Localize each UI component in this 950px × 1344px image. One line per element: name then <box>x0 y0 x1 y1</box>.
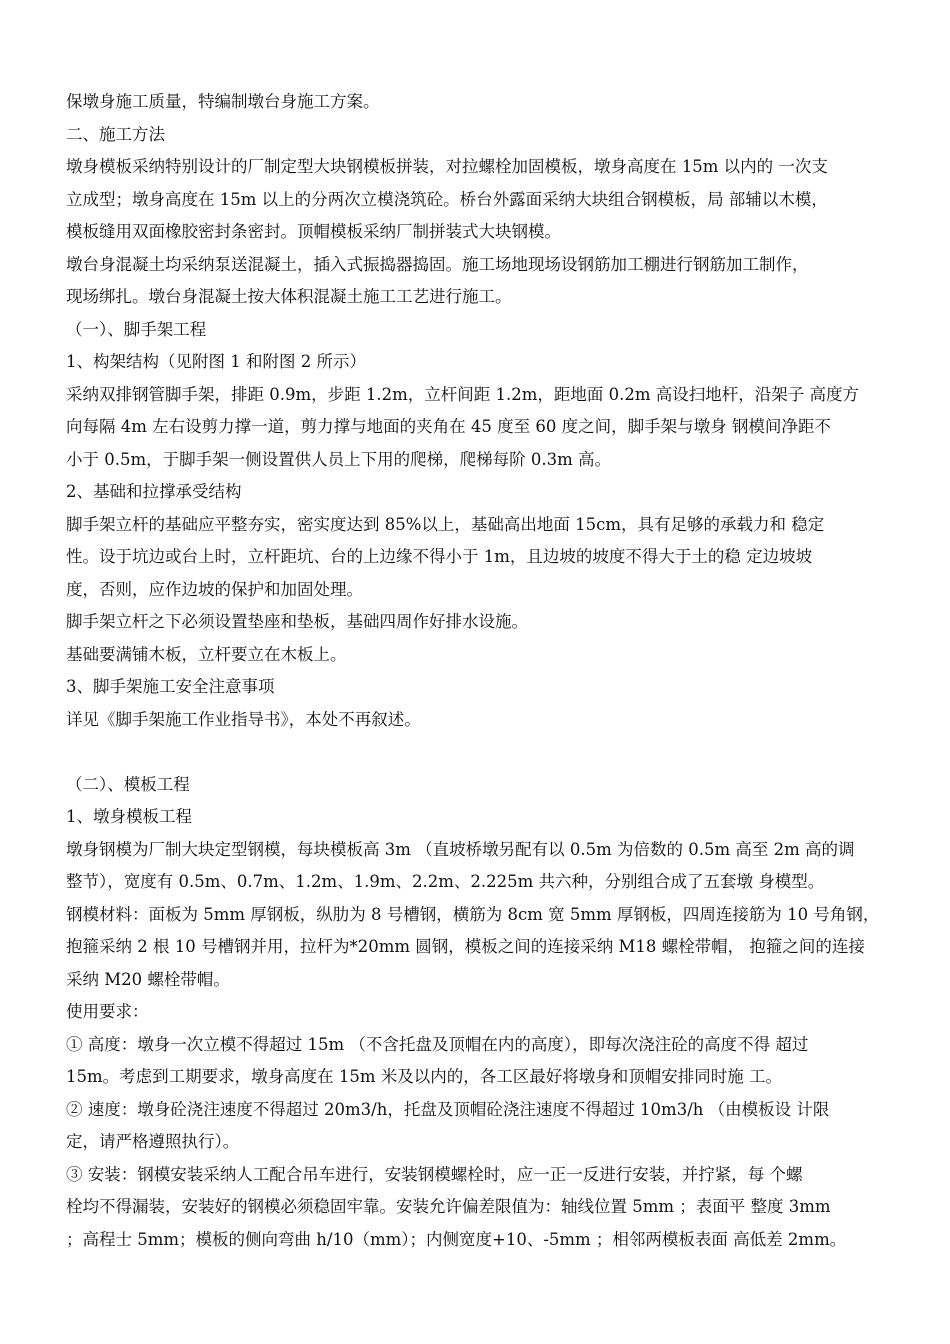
text-line: 详见《脚手架施工作业指导书》，本处不再叙述。 <box>66 709 421 729</box>
text-line: 使用要求： <box>66 1002 149 1021</box>
section-heading: 二、施工方法 <box>66 124 165 144</box>
text-line: ③ 安装：钢模安装采纳人工配合吊车进行，安装钢模螺栓时，应一正一反进行安装，并拧紧，每 个螺 <box>66 1164 803 1184</box>
text-line: 立成型；墩身高度在 15m 以上的分两次立模浇筑砼。桥台外露面采纳大块组合钢模板，局 部辅以木模， <box>66 189 828 209</box>
item-heading: 2、基础和拉撑承受结构 <box>66 482 242 501</box>
text-line: 基础要满铺木板，立杆要立在木板上。 <box>66 644 347 664</box>
text-line: 度，否则，应作边坡的保护和加固处理。 <box>66 579 363 599</box>
blank-line <box>66 736 898 769</box>
text-line: 抱箍采纳 2 根 10 号槽钢并用，拉杆为*20mm 圆钢，模板之间的连接采纳 M18 螺栓带帽， 抱箍之间的连接 <box>66 937 865 956</box>
item-heading: 1、构架结构（见附图 1 和附图 2 所示） <box>66 352 366 371</box>
text-line: 采纳 M20 螺栓带帽。 <box>66 969 230 989</box>
text-line: 脚手架立杆的基础应平整夯实，密实度达到 85%以上，基础高出地面 15cm，具有足够的承载力和 稳定 <box>66 514 825 534</box>
text-line: 向每隔 4m 左右设剪力撑一道，剪力撑与地面的夹角在 45 度至 60 度之间，脚手架与墩身 钢模间净距不 <box>66 417 831 436</box>
document-body <box>66 86 898 1256</box>
text-line: 小于 0.5m，于脚手架一侧设置供人员上下用的爬梯，爬梯每阶 0.3m 高。 <box>66 449 612 469</box>
text-line: 15m。考虑到工期要求，墩身高度在 15m 米及以内的，各工区最好将墩身和顶帽安排同时施 工。 <box>66 1067 783 1086</box>
text-line: 整节），宽度有 0.5m、0.7m、1.2m、1.9m、2.2m、2.225m 共六种，分别组合成了五套墩 身模型。 <box>66 872 825 891</box>
text-line: 钢模材料：面板为 5mm 厚钢板，纵肋为 8 号槽钢，横筋为 8cm 宽 5mm 厚钢板，四周连接筋为 10 号角钢， <box>66 904 880 924</box>
text-line: 保墩身施工质量，特编制墩台身施工方案。 <box>66 92 380 111</box>
text-line: ；高程士 5mm；模板的侧向弯曲 h/10（mm）；内侧宽度+10、-5mm ；相邻两模板表面 高低差 2mm。 <box>66 1229 847 1249</box>
subsection-heading: （一）、脚手架工程 <box>66 319 207 339</box>
text-line: 模板缝用双面橡胶密封条密封。顶帽模板采纳厂制拼装式大块钢模。 <box>66 222 561 241</box>
text-line: 采纳双排钢管脚手架，排距 0.9m，步距 1.2m，立杆间距 1.2m，距地面 0.2m 高设扫地杆，沿架子 高度方 <box>66 384 860 404</box>
text-line: 现场绑扎。墩台身混凝土按大体积混凝土施工工艺进行施工。 <box>66 287 512 306</box>
text-line: 脚手架立杆之下必须设置垫座和垫板，基础四周作好排水设施。 <box>66 612 528 631</box>
text-line: ② 速度：墩身砼浇注速度不得超过 20m3/h，托盘及顶帽砼浇注速度不得超过 10m3/h （由模板设 计限 <box>66 1099 830 1119</box>
text-line: 墩台身混凝土均采纳泵送混凝土，插入式振捣器捣固。施工场地现场设钢筋加工棚进行钢筋加工制作， <box>66 254 809 274</box>
text-line: 墩身模板采纳特别设计的厂制定型大块钢模板拼装，对拉螺栓加固模板，墩身高度在 15m 以内的 一次支 <box>66 157 828 176</box>
text-line: 墩身钢模为厂制大块定型钢模，每块模板高 3m （直坡桥墩另配有以 0.5m 为倍数的 0.5m 高至 2m 高的调 <box>66 839 855 859</box>
subsection-heading: （二）、模板工程 <box>66 774 190 794</box>
item-heading: 1、墩身模板工程 <box>66 807 192 826</box>
item-heading: 3、脚手架施工安全注意事项 <box>66 677 275 696</box>
text-line: 性。设于坑边或台上时，立杆距坑、台的上边缘不得小于 1m，且边坡的坡度不得大于土的稳 定边坡坡 <box>66 547 813 566</box>
text-line: 栓均不得漏装，安装好的钢模必须稳固牢靠。安装允许偏差限值为：轴线位置 5mm ；表面平 整度 3mm <box>66 1197 831 1216</box>
text-line: 定，请严格遵照执行）。 <box>66 1132 240 1151</box>
text-line: ① 高度：墩身一次立模不得超过 15m （不含托盘及顶帽在内的高度），即每次浇注砼的高度不得 超过 <box>66 1034 809 1054</box>
